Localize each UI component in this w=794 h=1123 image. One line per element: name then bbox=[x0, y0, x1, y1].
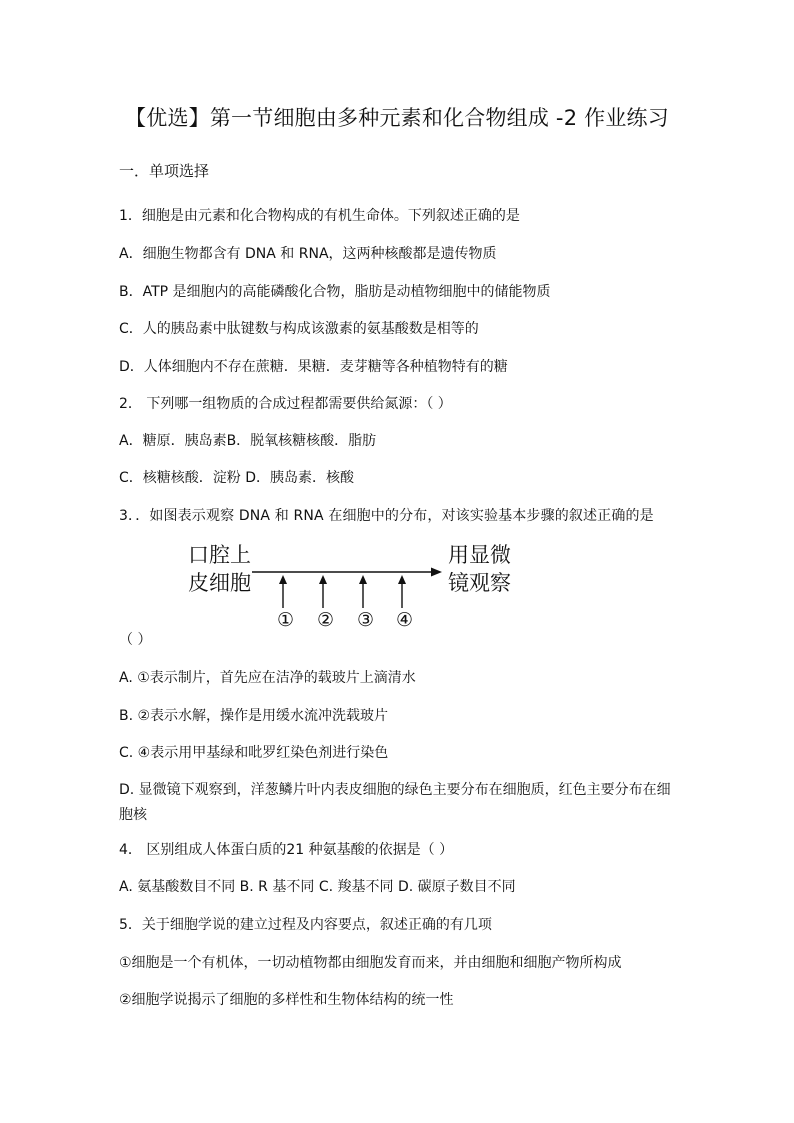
question-1-option-b: B．ATP 是细胞内的高能磷酸化合物，脂肪是动植物细胞中的储能物质 bbox=[119, 284, 551, 300]
step-1-arrow-head bbox=[279, 575, 287, 584]
question-2-stem: 2． 下列哪一组物质的合成过程都需要供给氮源：（ ） bbox=[119, 396, 452, 412]
flow-arrow-head bbox=[431, 568, 442, 577]
question-3-option-c: C. ④表示用甲基绿和吡罗红染色剂进行染色 bbox=[119, 745, 389, 761]
question-2-options-ab: A．糖原．胰岛素B．脱氧核糖核酸．脂肪 bbox=[119, 433, 377, 449]
question-3-option-d: D. 显微镜下观察到，洋葱鳞片叶内表皮细胞的绿色主要分布在细胞质，红色主要分布在细胞核 bbox=[119, 782, 671, 823]
step-2-label: ② bbox=[317, 609, 335, 631]
question-3-answer-paren: （ ） bbox=[119, 632, 152, 648]
question-1-option-d: D．人体细胞内不存在蔗糖．果糖．麦芽糖等各种植物特有的糖 bbox=[119, 359, 508, 375]
step-2-arrow-head bbox=[319, 575, 327, 584]
question-3-option-a: A. ①表示制片，首先应在洁净的载玻片上滴清水 bbox=[119, 670, 416, 686]
question-1-option-c: C．人的胰岛素中肽键数与构成该激素的氨基酸数是相等的 bbox=[119, 321, 479, 337]
question-4-stem: 4． 区别组成人体蛋白质的21 种氨基酸的依据是（ ） bbox=[119, 842, 454, 858]
question-3-option-b: B. ②表示水解，操作是用缓水流冲洗载玻片 bbox=[119, 708, 389, 724]
page-title: 【优选】第一节细胞由多种元素和化合物组成 -2 作业练习 bbox=[125, 106, 669, 130]
step-4-arrow-head bbox=[398, 575, 406, 584]
step-4-label: ④ bbox=[396, 609, 414, 631]
diagram-left-label-line1: 口腔上 bbox=[188, 543, 251, 567]
diagram-right-label-line1: 用显微 bbox=[448, 543, 511, 567]
question-1-option-a: A．细胞生物都含有 DNA 和 RNA，这两种核酸都是遗传物质 bbox=[119, 246, 497, 262]
question-1-stem: 1．细胞是由元素和化合物构成的有机生命体。下列叙述正确的是 bbox=[119, 208, 520, 224]
experiment-flow-diagram bbox=[180, 538, 530, 638]
step-3-label: ③ bbox=[357, 609, 375, 631]
diagram-right-label-line2: 镜观察 bbox=[448, 571, 511, 595]
diagram-left-label-line2: 皮细胞 bbox=[188, 571, 251, 595]
question-5-stem: 5．关于细胞学说的建立过程及内容要点，叙述正确的有几项 bbox=[119, 917, 492, 933]
question-5-statement-1: ①细胞是一个有机体，一切动植物都由细胞发育而来，并由细胞和细胞产物所构成 bbox=[119, 955, 622, 971]
step-1-label: ① bbox=[277, 609, 295, 631]
question-5-statement-2: ②细胞学说揭示了细胞的多样性和生物体结构的统一性 bbox=[119, 992, 454, 1008]
section-heading: 一．单项选择 bbox=[119, 162, 210, 180]
flow-diagram-svg bbox=[180, 538, 530, 638]
question-4-options: A. 氨基酸数目不同 B. R 基不同 C. 羧基不同 D. 碳原子数目不同 bbox=[119, 879, 516, 895]
step-3-arrow-head bbox=[359, 575, 367, 584]
question-2-options-cd: C．核糖核酸．淀粉 D．胰岛素．核酸 bbox=[119, 470, 355, 486]
question-3-stem: 3．．如图表示观察 DNA 和 RNA 在细胞中的分布，对该实验基本步骤的叙述正确的是 bbox=[119, 508, 654, 524]
